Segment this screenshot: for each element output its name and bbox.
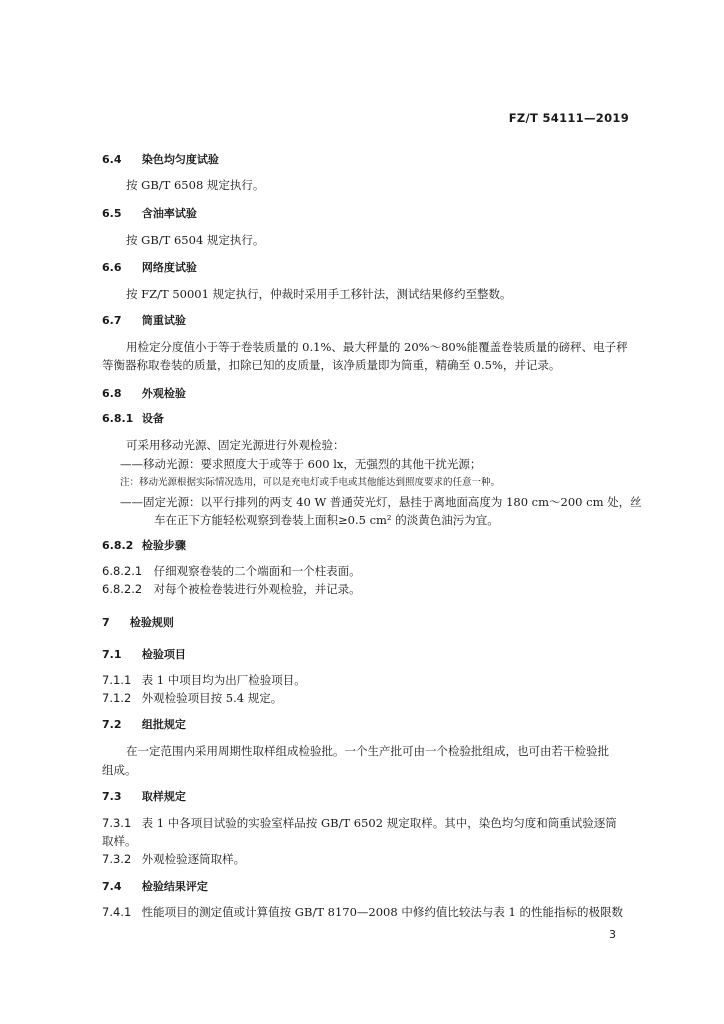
section-title: 检验规则	[129, 616, 174, 629]
section-number: 7	[102, 616, 110, 629]
item-7-3-1-line1	[102, 815, 617, 831]
section-number: 6.7	[102, 314, 122, 327]
section-number: 7.2	[102, 718, 122, 731]
section-heading-7-2	[102, 717, 186, 733]
section-title: 网络度试验	[141, 261, 197, 274]
section-title: 检验步骤	[141, 539, 186, 552]
standard-code: FZ/T 54111—2019	[508, 111, 629, 125]
section-text-6-6: 按 FZ/T 50001 规定执行，仲裁时采用手工移针法，测试结果修约至整数。	[126, 287, 512, 301]
section-number: 7.4	[102, 880, 122, 893]
section-heading-7	[102, 615, 174, 631]
item-number: 7.4.1	[102, 905, 132, 919]
item-7-1-2	[102, 690, 282, 706]
item-number: 7.1.2	[102, 691, 132, 705]
section-text-7-2-line2: 组成。	[102, 763, 137, 777]
section-text-6-7-line1: 用检定分度值小于等于卷装质量的 0.1%、最大秤量的 20%～80%能覆盖卷装质量的磅秤、电子秤	[126, 340, 628, 354]
section-text-6-5: 按 GB/T 6504 规定执行。	[126, 233, 265, 247]
section-heading-7-1	[102, 647, 186, 663]
section-heading-6-8-2	[102, 538, 186, 554]
item-text: 对每个被检卷装进行外观检验，并记录。	[153, 582, 361, 596]
section-number: 6.8	[102, 387, 122, 400]
section-title: 含油率试验	[141, 207, 197, 220]
page-number: 3	[609, 928, 616, 941]
item-7-3-1-line2: 取样。	[102, 834, 137, 848]
section-title: 取样规定	[141, 790, 186, 803]
item-number: 7.3.1	[102, 816, 132, 830]
item-7-3-2	[102, 851, 245, 867]
section-title: 设备	[141, 412, 164, 425]
section-heading-7-3	[102, 789, 186, 805]
section-title: 筒重试验	[141, 314, 186, 327]
item-text: 外观检验逐筒取样。	[141, 852, 246, 866]
section-title: 组批规定	[141, 718, 186, 731]
section-number: 6.6	[102, 261, 122, 274]
section-number: 6.5	[102, 207, 122, 220]
item-text: 表 1 中各项目试验的实验室样品按 GB/T 6502 规定取样。其中，染色均匀度和筒重试验逐筒	[141, 816, 617, 830]
section-title: 染色均匀度试验	[141, 153, 219, 166]
section-text-7-2-line1: 在一定范围内采用周期性取样组成检验批。一个生产批可由一个检验批组成，也可由若干检验批	[126, 744, 609, 758]
note-text: 注：移动光源根据实际情况选用，可以是充电灯或手电或其他能达到照度要求的任意一种。	[120, 477, 501, 488]
list-item-fixed-light-line2: 车在正下方能轻松观察到卷装上面积≥0.5 cm² 的淡黄色油污为宜。	[154, 513, 499, 527]
section-heading-6-8	[102, 386, 186, 402]
item-text: 仔细观察卷装的二个端面和一个柱表面。	[153, 564, 361, 578]
item-6-8-2-1	[102, 563, 361, 579]
section-title: 外观检验	[141, 387, 186, 400]
item-number: 6.8.2.2	[102, 582, 143, 596]
item-text: 外观检验项目按 5.4 规定。	[141, 691, 283, 705]
section-heading-7-4	[102, 879, 208, 895]
section-text-6-4: 按 GB/T 6508 规定执行。	[126, 178, 265, 192]
item-text: 性能项目的测定值或计算值按 GB/T 8170—2008 中修约值比较法与表 1 的性能指标的极限数	[141, 905, 623, 919]
section-title: 检验项目	[141, 648, 186, 661]
list-item-mobile-light: ——移动光源：要求照度大于或等于 600 lx，无强烈的其他干扰光源；	[120, 457, 482, 471]
section-number: 6.8.1	[102, 412, 134, 425]
section-number: 7.1	[102, 648, 122, 661]
section-heading-6-5	[102, 206, 197, 222]
item-number: 7.3.2	[102, 852, 132, 866]
section-number: 7.3	[102, 790, 122, 803]
section-number: 6.8.2	[102, 539, 134, 552]
item-7-1-1	[102, 672, 306, 688]
item-number: 7.1.1	[102, 673, 132, 687]
section-text-6-8-1: 可采用移动光源、固定光源进行外观检验：	[126, 438, 345, 452]
item-text: 表 1 中项目均为出厂检验项目。	[141, 673, 306, 687]
item-7-4-1	[102, 904, 623, 920]
section-heading-6-8-1	[102, 411, 164, 427]
item-number: 6.8.2.1	[102, 564, 143, 578]
item-6-8-2-2	[102, 581, 361, 597]
section-heading-6-7	[102, 313, 186, 329]
section-number: 6.4	[102, 153, 122, 166]
section-text-6-7-line2: 等衡器称取卷装的质量，扣除已知的皮质量，该净质量即为筒重，精确至 0.5%，并记录。	[102, 358, 561, 372]
list-item-fixed-light-line1: ——固定光源：以平行排列的两支 40 W 普通荧光灯，悬挂于离地面高度为 180 cm～200 cm 处，丝	[120, 495, 642, 509]
section-title: 检验结果评定	[141, 880, 208, 893]
section-heading-6-6	[102, 260, 197, 276]
section-heading-6-4	[102, 152, 219, 168]
